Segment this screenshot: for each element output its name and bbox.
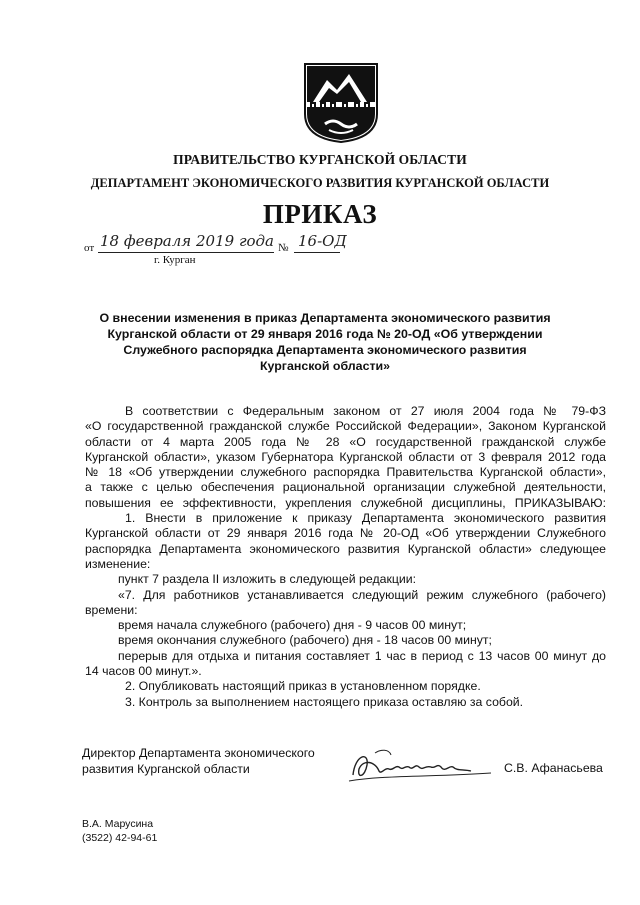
item-1-line: 1. Внести в приложение к приказу Департамента экономического развития — [125, 511, 606, 526]
order-body — [85, 404, 606, 710]
quote-line: «7. Для работников устанавливается следующий режим служебного (рабочего) — [118, 587, 606, 602]
preamble-line: № 18 «Об утверждении служебного распорядка Правительства Курганской области», — [85, 465, 606, 480]
handwritten-signature — [345, 745, 495, 787]
number-label: № — [278, 242, 289, 254]
signatory-title — [82, 745, 315, 777]
date-from-label: от — [84, 242, 95, 254]
date-number-line — [84, 232, 354, 272]
executor-name: В.А. Марусина — [82, 818, 154, 830]
number-underline — [294, 252, 340, 253]
preamble-line: повышения ее эффективности, укрепления служебной дисциплины, ПРИКАЗЫВАЮ: — [85, 495, 606, 510]
preamble-line: области от 4 марта 2005 года № 28 «О государственной гражданской службе — [85, 434, 606, 449]
signatory-title-line: Директор Департамента экономического — [82, 746, 315, 760]
item-1-line: Курганской области от 29 января 2016 года № 20-ОД «Об утверждении Служебного — [85, 526, 606, 541]
start-time-line: время начала служебного (рабочего) дня - 9 часов 00 минут; — [118, 618, 467, 633]
date-underline — [98, 252, 274, 253]
preamble-line: В соответствии с Федеральным законом от 27 июля 2004 года № 79-ФЗ — [125, 404, 606, 418]
city-label: г. Курган — [154, 254, 196, 266]
quote-line: времени: — [85, 602, 138, 617]
preamble-line: «О государственной гражданской службе Российской Федерации», Законом Курганской — [85, 419, 606, 434]
preamble-line: а также с целью обеспечения рациональной организации служебной деятельности, — [85, 480, 606, 495]
item-1-line: изменение: — [85, 556, 151, 571]
item-3: 3. Контроль за выполнением настоящего приказа оставляю за собой. — [125, 694, 524, 709]
coat-of-arms-emblem — [303, 62, 379, 144]
signatory-title-line: развития Курганской области — [82, 762, 250, 776]
document-type-title: ПРИКАЗ — [262, 199, 378, 229]
item-2: 2. Опубликовать настоящий приказ в установленном порядке. — [125, 679, 481, 694]
number-handwritten: 16-ОД — [298, 232, 347, 250]
order-subject: О внесении изменения в приказ Департамента экономического развития Курганской области от 29 января 2016 года № 20-ОД «Об утверждении Служебного распорядка Департамента экономического развития Курганской области» — [99, 311, 551, 373]
government-name: ПРАВИТЕЛЬСТВО КУРГАНСКОЙ ОБЛАСТИ — [173, 152, 467, 167]
preamble-line: Курганской области», указом Губернатора Курганской области от 3 февраля 2012 года — [85, 449, 606, 464]
item-1-line: распорядка Департамента экономического развития Курганской области» следующее — [85, 541, 606, 556]
executor-phone: (3522) 42-94-61 — [82, 832, 158, 844]
signer-name: С.В. Афанасьева — [504, 761, 603, 775]
break-line: 14 часов 00 минут.». — [85, 664, 202, 679]
end-time-line: время окончания служебного (рабочего) дня - 18 часов 00 минут; — [118, 633, 492, 648]
date-handwritten: 18 февраля 2019 года — [100, 232, 275, 250]
point-7-intro: пункт 7 раздела II изложить в следующей редакции: — [118, 572, 417, 587]
break-line: перерыв для отдыха и питания составляет 1 час в период с 13 часов 00 минут до — [118, 648, 606, 663]
executor-info — [82, 817, 157, 845]
department-name: ДЕПАРТАМЕНТ ЭКОНОМИЧЕСКОГО РАЗВИТИЯ КУРГАНСКОЙ ОБЛАСТИ — [90, 176, 550, 190]
